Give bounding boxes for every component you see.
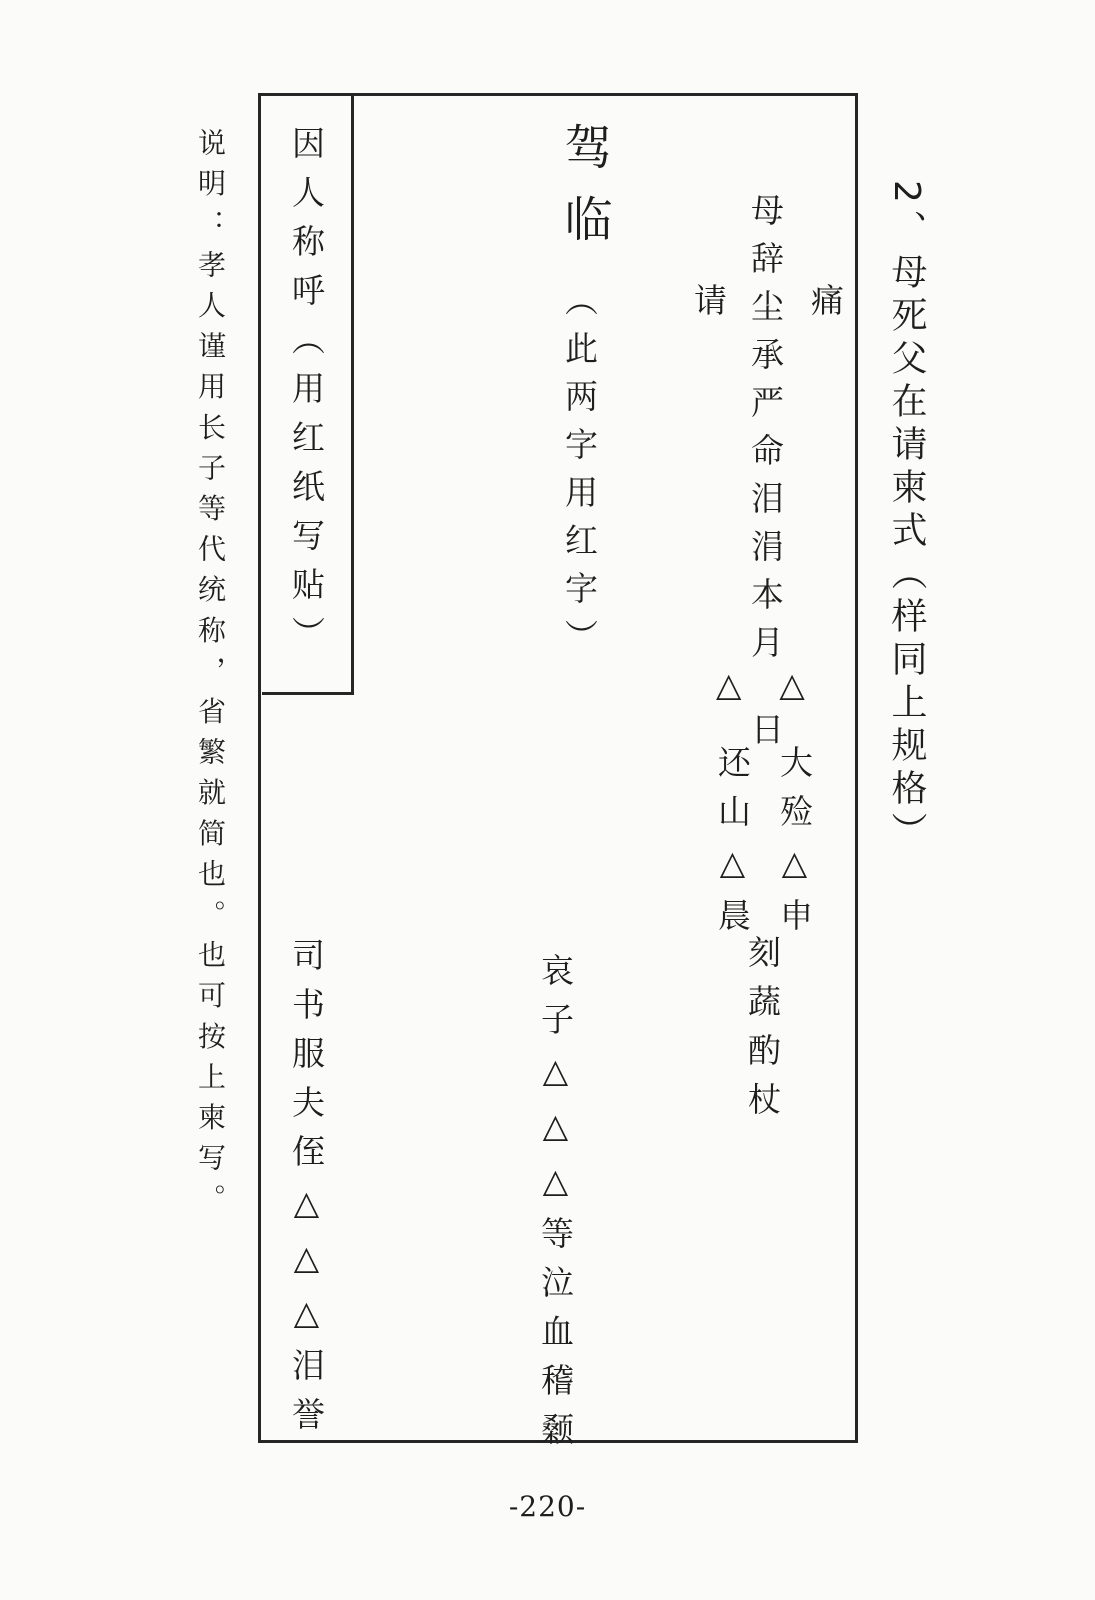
heading-number: 2、 (886, 180, 927, 253)
column-tong: 痛 (806, 283, 845, 332)
column-label: 因人称呼（用红纸写贴） (287, 126, 326, 665)
explanation-note: 说明：孝人谨用长子等代统称，省繁就简也。也可按上柬写。 (194, 128, 227, 1225)
column-qing: 请 (689, 283, 728, 332)
column-jia-lin: 驾临 (556, 122, 612, 266)
column-da-lian: 大殓△申 (775, 745, 814, 947)
column-date-marks: △△ (716, 665, 843, 704)
column-ri: 日 (746, 712, 785, 761)
column-huan-shan: 还山△晨 (713, 745, 752, 947)
column-jia-lin-note: （此两字用红字） (560, 283, 599, 667)
heading-title: 母死父在请柬式 (886, 252, 927, 554)
column-si-shu: 司书服夫侄△△△泪誉 (287, 938, 326, 1446)
column-ke: 刻蔬酌杖 (743, 935, 782, 1131)
heading-note: （样同上规格） (886, 553, 927, 855)
column-mother-passed: 母辞尘承严命泪涓本月 (746, 193, 785, 673)
page-number: -220- (508, 1490, 587, 1523)
column-ai-zi: 哀子△△△等泣血稽颡 (536, 953, 575, 1461)
section-heading (886, 180, 927, 855)
